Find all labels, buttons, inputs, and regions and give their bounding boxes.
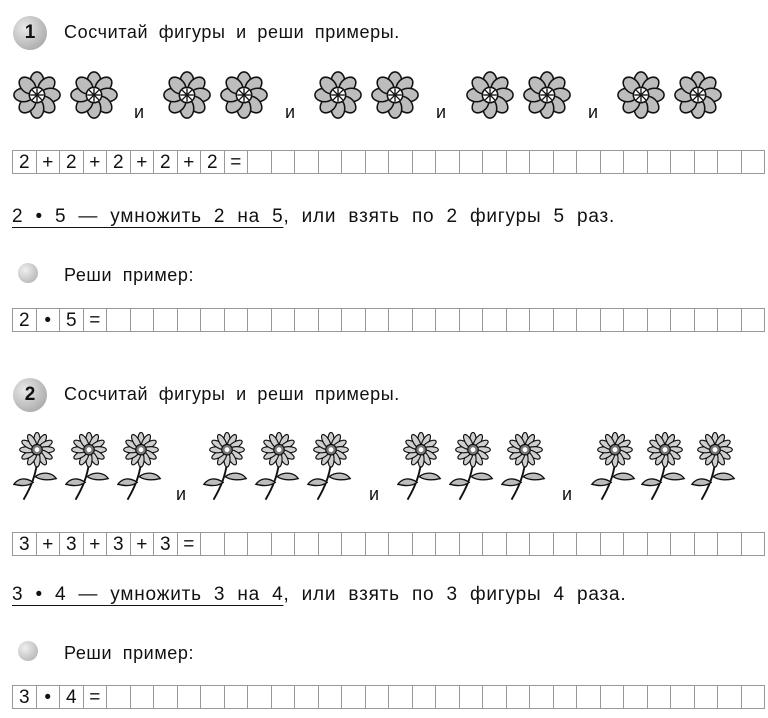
- grid-cell-empty[interactable]: [530, 308, 554, 332]
- grid-cell-filled[interactable]: +: [131, 150, 155, 174]
- grid-cell-empty[interactable]: [460, 532, 484, 556]
- grid-cell-empty[interactable]: [295, 685, 319, 709]
- grid-cell-empty[interactable]: [718, 308, 742, 332]
- multiplication-answer-grid[interactable]: [12, 685, 765, 709]
- grid-cell-empty[interactable]: [718, 150, 742, 174]
- grid-cell-empty[interactable]: [648, 308, 672, 332]
- grid-cell-empty[interactable]: [718, 532, 742, 556]
- grid-cell-empty[interactable]: [413, 685, 437, 709]
- grid-cell-empty[interactable]: [742, 532, 766, 556]
- grid-cell-filled[interactable]: 2: [201, 150, 225, 174]
- grid-cell-empty[interactable]: [201, 532, 225, 556]
- grid-cell-empty[interactable]: [436, 685, 460, 709]
- grid-cell-empty[interactable]: [530, 532, 554, 556]
- bullet-icon: [18, 641, 38, 661]
- multiplication-explanation: [12, 206, 615, 228]
- grid-cell-empty[interactable]: [248, 532, 272, 556]
- grid-cell-filled[interactable]: 3: [13, 685, 37, 709]
- grid-cell-empty[interactable]: [272, 685, 296, 709]
- multiplication-expression: 2 • 5 — умножить 2 на 5: [12, 206, 284, 227]
- connector-and: и: [369, 484, 380, 504]
- flower-icon: [675, 72, 721, 118]
- grid-cell-filled[interactable]: =: [84, 685, 108, 709]
- grid-cell-empty[interactable]: [460, 150, 484, 174]
- grid-cell-empty[interactable]: [601, 308, 625, 332]
- grid-cell-empty[interactable]: [601, 150, 625, 174]
- grid-cell-filled[interactable]: +: [84, 150, 108, 174]
- grid-cell-empty[interactable]: [648, 532, 672, 556]
- grid-cell-filled[interactable]: +: [37, 150, 61, 174]
- grid-cell-filled[interactable]: 5: [60, 308, 84, 332]
- daisy-icon: [502, 432, 544, 499]
- solve-label: Реши пример:: [64, 643, 195, 663]
- grid-cell-empty[interactable]: [554, 308, 578, 332]
- multiplication-answer-grid[interactable]: [12, 308, 765, 332]
- daisy-icon: [592, 432, 634, 499]
- multiplication-explanation: [12, 584, 626, 606]
- task-number-badge: 2: [13, 378, 47, 412]
- grid-cell-empty[interactable]: [107, 685, 131, 709]
- solve-label: Реши пример:: [64, 265, 195, 285]
- grid-cell-empty[interactable]: [342, 685, 366, 709]
- daisy-groups: [0, 430, 768, 506]
- grid-cell-empty[interactable]: [436, 532, 460, 556]
- connector-and: и: [285, 102, 296, 122]
- grid-cell-empty[interactable]: [695, 308, 719, 332]
- grid-cell-empty[interactable]: [742, 308, 766, 332]
- grid-cell-empty[interactable]: [319, 685, 343, 709]
- flower-icon: [164, 72, 210, 118]
- grid-cell-empty[interactable]: [648, 685, 672, 709]
- flower-groups: [0, 64, 768, 128]
- grid-cell-empty[interactable]: [624, 308, 648, 332]
- grid-cell-empty[interactable]: [648, 150, 672, 174]
- connector-and: и: [134, 102, 145, 122]
- grid-cell-empty[interactable]: [601, 685, 625, 709]
- daisy-icon: [450, 432, 492, 499]
- flower-icon: [372, 72, 418, 118]
- grid-cell-empty[interactable]: [272, 308, 296, 332]
- daisy-icon: [204, 432, 246, 499]
- grid-cell-empty[interactable]: [366, 308, 390, 332]
- flower-icon: [71, 72, 117, 118]
- grid-cell-empty[interactable]: [671, 150, 695, 174]
- grid-cell-filled[interactable]: 4: [60, 685, 84, 709]
- bullet-icon: [18, 263, 38, 283]
- grid-cell-filled[interactable]: +: [178, 150, 202, 174]
- grid-cell-empty[interactable]: [389, 150, 413, 174]
- task-number-badge: 1: [13, 16, 47, 50]
- grid-cell-empty[interactable]: [295, 532, 319, 556]
- grid-cell-filled[interactable]: =: [225, 150, 249, 174]
- grid-cell-empty[interactable]: [507, 308, 531, 332]
- grid-cell-empty[interactable]: [530, 685, 554, 709]
- daisy-icon: [256, 432, 298, 499]
- flower-icon: [618, 72, 664, 118]
- connector-and: и: [588, 102, 599, 122]
- grid-cell-filled[interactable]: =: [178, 532, 202, 556]
- grid-cell-filled[interactable]: 2: [107, 150, 131, 174]
- flower-icon: [14, 72, 60, 118]
- grid-cell-empty[interactable]: [366, 685, 390, 709]
- grid-cell-empty[interactable]: [624, 150, 648, 174]
- grid-cell-empty[interactable]: [742, 685, 766, 709]
- grid-cell-filled[interactable]: =: [84, 308, 108, 332]
- grid-cell-empty[interactable]: [671, 532, 695, 556]
- grid-cell-empty[interactable]: [295, 150, 319, 174]
- grid-cell-filled[interactable]: 2: [13, 150, 37, 174]
- grid-cell-empty[interactable]: [225, 685, 249, 709]
- grid-cell-empty[interactable]: [507, 150, 531, 174]
- grid-cell-empty[interactable]: [507, 685, 531, 709]
- grid-cell-empty[interactable]: [483, 150, 507, 174]
- grid-cell-empty[interactable]: [413, 150, 437, 174]
- task-heading: Сосчитай фигуры и реши примеры.: [64, 384, 400, 404]
- grid-cell-filled[interactable]: 2: [60, 150, 84, 174]
- grid-cell-empty[interactable]: [577, 532, 601, 556]
- grid-cell-empty[interactable]: [671, 308, 695, 332]
- daisy-icon: [118, 432, 160, 499]
- grid-cell-empty[interactable]: [389, 308, 413, 332]
- grid-cell-empty[interactable]: [154, 685, 178, 709]
- multiplication-expression: 3 • 4 — умножить 3 на 4: [12, 584, 284, 605]
- grid-cell-empty[interactable]: [272, 150, 296, 174]
- grid-cell-filled[interactable]: 3: [13, 532, 37, 556]
- grid-cell-filled[interactable]: •: [37, 308, 61, 332]
- grid-cell-empty[interactable]: [460, 685, 484, 709]
- daisy-icon: [14, 432, 56, 499]
- grid-cell-empty[interactable]: [272, 532, 296, 556]
- grid-cell-empty[interactable]: [342, 532, 366, 556]
- grid-cell-empty[interactable]: [413, 308, 437, 332]
- grid-cell-empty[interactable]: [248, 308, 272, 332]
- grid-cell-empty[interactable]: [131, 308, 155, 332]
- grid-cell-empty[interactable]: [742, 150, 766, 174]
- grid-cell-empty[interactable]: [131, 685, 155, 709]
- grid-cell-empty[interactable]: [577, 150, 601, 174]
- grid-cell-filled[interactable]: 3: [107, 532, 131, 556]
- daisy-icon: [308, 432, 350, 499]
- grid-cell-empty[interactable]: [201, 308, 225, 332]
- grid-cell-empty[interactable]: [178, 308, 202, 332]
- grid-cell-empty[interactable]: [577, 685, 601, 709]
- grid-cell-filled[interactable]: +: [37, 532, 61, 556]
- flower-illustration: [0, 64, 768, 128]
- grid-cell-empty[interactable]: [248, 685, 272, 709]
- grid-cell-empty[interactable]: [624, 685, 648, 709]
- addition-answer-grid[interactable]: [12, 150, 765, 174]
- grid-cell-empty[interactable]: [342, 308, 366, 332]
- grid-cell-empty[interactable]: [624, 532, 648, 556]
- grid-cell-empty[interactable]: [695, 532, 719, 556]
- daisy-icon: [398, 432, 440, 499]
- grid-cell-empty[interactable]: [695, 150, 719, 174]
- daisy-icon: [642, 432, 684, 499]
- grid-cell-filled[interactable]: 3: [60, 532, 84, 556]
- grid-cell-empty[interactable]: [342, 150, 366, 174]
- grid-cell-empty[interactable]: [319, 308, 343, 332]
- grid-cell-empty[interactable]: [295, 308, 319, 332]
- flower-icon: [467, 72, 513, 118]
- grid-cell-empty[interactable]: [554, 532, 578, 556]
- grid-cell-empty[interactable]: [154, 308, 178, 332]
- grid-cell-empty[interactable]: [225, 308, 249, 332]
- grid-cell-empty[interactable]: [436, 308, 460, 332]
- addition-answer-grid[interactable]: [12, 532, 765, 556]
- connector-and: и: [436, 102, 447, 122]
- grid-cell-filled[interactable]: 2: [154, 150, 178, 174]
- grid-cell-empty[interactable]: [366, 532, 390, 556]
- grid-cell-empty[interactable]: [319, 150, 343, 174]
- grid-cell-filled[interactable]: +: [131, 532, 155, 556]
- grid-cell-empty[interactable]: [695, 685, 719, 709]
- daisy-icon: [692, 432, 734, 499]
- grid-cell-empty[interactable]: [460, 308, 484, 332]
- flower-icon: [315, 72, 361, 118]
- grid-cell-filled[interactable]: +: [84, 532, 108, 556]
- task-heading: Сосчитай фигуры и реши примеры.: [64, 22, 400, 42]
- daisy-icon: [66, 432, 108, 499]
- grid-cell-empty[interactable]: [507, 532, 531, 556]
- grid-cell-empty[interactable]: [248, 150, 272, 174]
- flower-icon: [221, 72, 267, 118]
- grid-cell-filled[interactable]: •: [37, 685, 61, 709]
- grid-cell-empty[interactable]: [718, 685, 742, 709]
- grid-cell-empty[interactable]: [389, 685, 413, 709]
- grid-cell-filled[interactable]: 2: [13, 308, 37, 332]
- grid-cell-filled[interactable]: 3: [154, 532, 178, 556]
- connector-and: и: [176, 484, 187, 504]
- grid-cell-empty[interactable]: [366, 150, 390, 174]
- daisy-illustration: [0, 430, 768, 506]
- grid-cell-empty[interactable]: [389, 532, 413, 556]
- grid-cell-empty[interactable]: [225, 532, 249, 556]
- explanation-text: , или взять по 2 фигуры 5 раз.: [283, 206, 616, 227]
- grid-cell-empty[interactable]: [577, 308, 601, 332]
- explanation-text: , или взять по 3 фигуры 4 раза.: [283, 584, 627, 605]
- grid-cell-empty[interactable]: [178, 685, 202, 709]
- grid-cell-empty[interactable]: [436, 150, 460, 174]
- connector-and: и: [562, 484, 573, 504]
- grid-cell-empty[interactable]: [530, 150, 554, 174]
- grid-cell-empty[interactable]: [554, 150, 578, 174]
- grid-cell-empty[interactable]: [483, 308, 507, 332]
- grid-cell-empty[interactable]: [107, 308, 131, 332]
- grid-cell-empty[interactable]: [671, 685, 695, 709]
- grid-cell-empty[interactable]: [554, 685, 578, 709]
- grid-cell-empty[interactable]: [413, 532, 437, 556]
- grid-cell-empty[interactable]: [201, 685, 225, 709]
- grid-cell-empty[interactable]: [483, 532, 507, 556]
- grid-cell-empty[interactable]: [601, 532, 625, 556]
- grid-cell-empty[interactable]: [319, 532, 343, 556]
- flower-icon: [524, 72, 570, 118]
- grid-cell-empty[interactable]: [483, 685, 507, 709]
